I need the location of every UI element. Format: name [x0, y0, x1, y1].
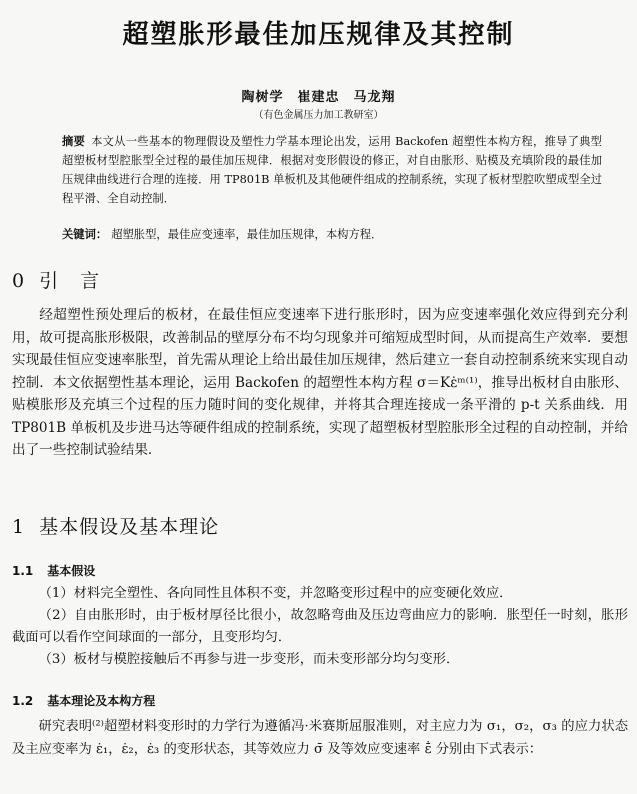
subsection-title: 基本理论及本构方程	[47, 694, 156, 708]
keywords-label: 关键词：	[62, 228, 108, 241]
theory-section	[12, 715, 628, 761]
abstract-text: 本文从一些基本的物理假设及塑性力学基本理论出发，运用 Backofen 超塑性本构方程，推导了典型超塑板材型腔胀型全过程的最佳加压规律．根据对变形假设的修正，对自由胀形、贴模及充填阶段的最佳加压规律曲线进行合理的连接．用 TP801B 单板机及其他硬件组成的控制系统，实现了板材型腔吹塑成型全过程平滑、全自动控制．	[62, 135, 602, 205]
section-title: 引言	[39, 270, 122, 292]
subsection-heading-1-1	[12, 562, 95, 579]
keywords-text: 超塑胀型，最佳应变速率，最佳加压规律，本构方程．	[111, 228, 383, 241]
list-item: （2）自由胀形时，由于板材厚径比很小，故忽略弯曲及压边弯曲应力的影响．胀型任一时刻，胀形截面可以看作空间球面的一部分，且变形均匀．	[12, 608, 628, 645]
authors: 陶树学 崔建忠 马龙翔	[241, 90, 396, 105]
list-item: （3）板材与模腔接触后不再参与进一步变形，而未变形部分均匀变形．	[38, 652, 460, 667]
paper-title: 超塑胀形最佳加压规律及其控制	[122, 20, 515, 50]
section-heading-0	[12, 266, 121, 293]
subsection-number: 1.1	[12, 564, 34, 578]
subsection-heading-1-2	[12, 692, 155, 709]
keywords	[62, 225, 602, 244]
abstract-label: 摘要	[62, 135, 86, 148]
list-item: （1）材料完全塑性、各向同性且体积不变，并忽略变形过程中的应变硬化效应．	[38, 586, 513, 601]
intro-section	[12, 304, 628, 462]
abstract	[62, 132, 602, 208]
section-heading-1	[12, 512, 219, 539]
subsection-title: 基本假设	[47, 564, 96, 578]
affiliation: （有色金属压力加工教研室）	[253, 110, 384, 121]
theory-paragraph: 研究表明⁽²⁾超塑材料变形时的力学行为遵循冯·米赛斯屈服准则，对主应力为 σ₁，σ₂，σ₃ 的应力状态及主应变率为 ε̇₁，ε̇₂，ε̇₃ 的变形状态，其等效应力 σ̄ 及等效应变速率 ε̄̇ 分别由下式表示：	[12, 719, 628, 757]
section-title: 基本假设及基本理论	[39, 516, 220, 538]
intro-paragraph: 经超塑性预处理后的板材，在最佳恒应变速率下进行胀形时，因为应变速率强化效应得到充分利用，故可提高胀形极限，改善制品的壁厚分布不均匀现象并可缩短成型时间，从而提高生产效率．要想实现最佳恒应变速率胀型，首先需从理论上给出最佳加压规律，然后建立一套自动控制系统来实现自动控制．本文依据塑性基本理论，运用 Backofen 的超塑性本构方程 σ＝Kε̇ᵐ⁽¹⁾，推导出板材自由胀形、贴模胀形及充填三个过程的压力随时间的变化规律，并将其合理连接成一条平滑的 p-t 关系曲线．用 TP801B 单板机及步进马达等硬件组成的控制系统，实现了超塑板材型腔胀形全过程的自动控制，并给出了一些控制试验结果．	[12, 307, 628, 458]
assumption-list	[12, 583, 628, 671]
subsection-number: 1.2	[12, 694, 34, 708]
section-number: 0	[12, 270, 26, 292]
section-number: 1	[12, 516, 26, 538]
